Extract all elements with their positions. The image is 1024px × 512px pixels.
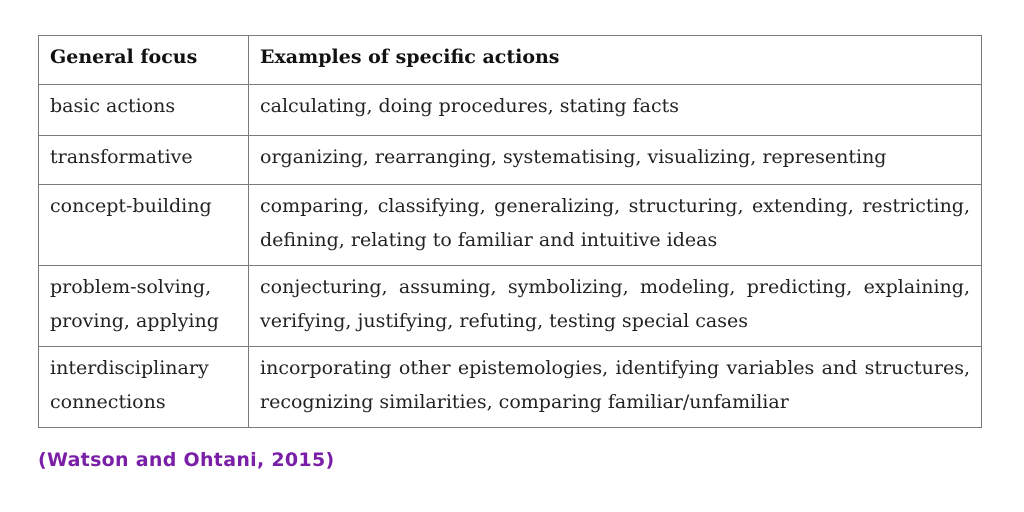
citation: (Watson and Ohtani, 2015) (38, 449, 335, 471)
actions-cell (249, 266, 982, 347)
actions-line: restricting, defining, relating to familiar and intuitive ideas (260, 195, 971, 251)
table-row (39, 266, 982, 347)
focus-cell: basic actions (39, 85, 249, 136)
table-row (39, 85, 982, 136)
focus-line: proving, applying (50, 310, 219, 332)
focus-cell: concept-building (39, 185, 249, 266)
focus-actions-table-container (38, 35, 981, 428)
actions-cell (249, 347, 982, 428)
actions-line: incorporating other epistemologies, identifying variables and (260, 357, 858, 379)
table-row (39, 347, 982, 428)
actions-cell (249, 185, 982, 266)
focus-cell: transformative (39, 136, 249, 185)
actions-line: conjecturing, assuming, symbolizing, modeling, predicting, (260, 276, 853, 298)
actions-line: comparing, classifying, generalizing, structuring, extending, (260, 195, 854, 217)
focus-cell (39, 266, 249, 347)
actions-line: structures, recognizing similarities, comparing familiar/unfamiliar (260, 357, 970, 413)
header-examples-actions: Examples of specific actions (249, 36, 982, 85)
focus-line: problem-solving, (50, 276, 212, 298)
table-row (39, 136, 982, 185)
focus-actions-table (38, 35, 982, 428)
focus-cell (39, 347, 249, 428)
table-header-row (39, 36, 982, 85)
actions-cell: calculating, doing procedures, stating facts (249, 85, 982, 136)
actions-line: explaining, verifying, justifying, refuting, testing special cases (260, 276, 970, 332)
focus-line: interdisciplinary (50, 357, 209, 379)
actions-cell: organizing, rearranging, systematising, visualizing, representing (249, 136, 982, 185)
focus-line: connections (50, 391, 166, 413)
table-row (39, 185, 982, 266)
header-general-focus: General focus (39, 36, 249, 85)
